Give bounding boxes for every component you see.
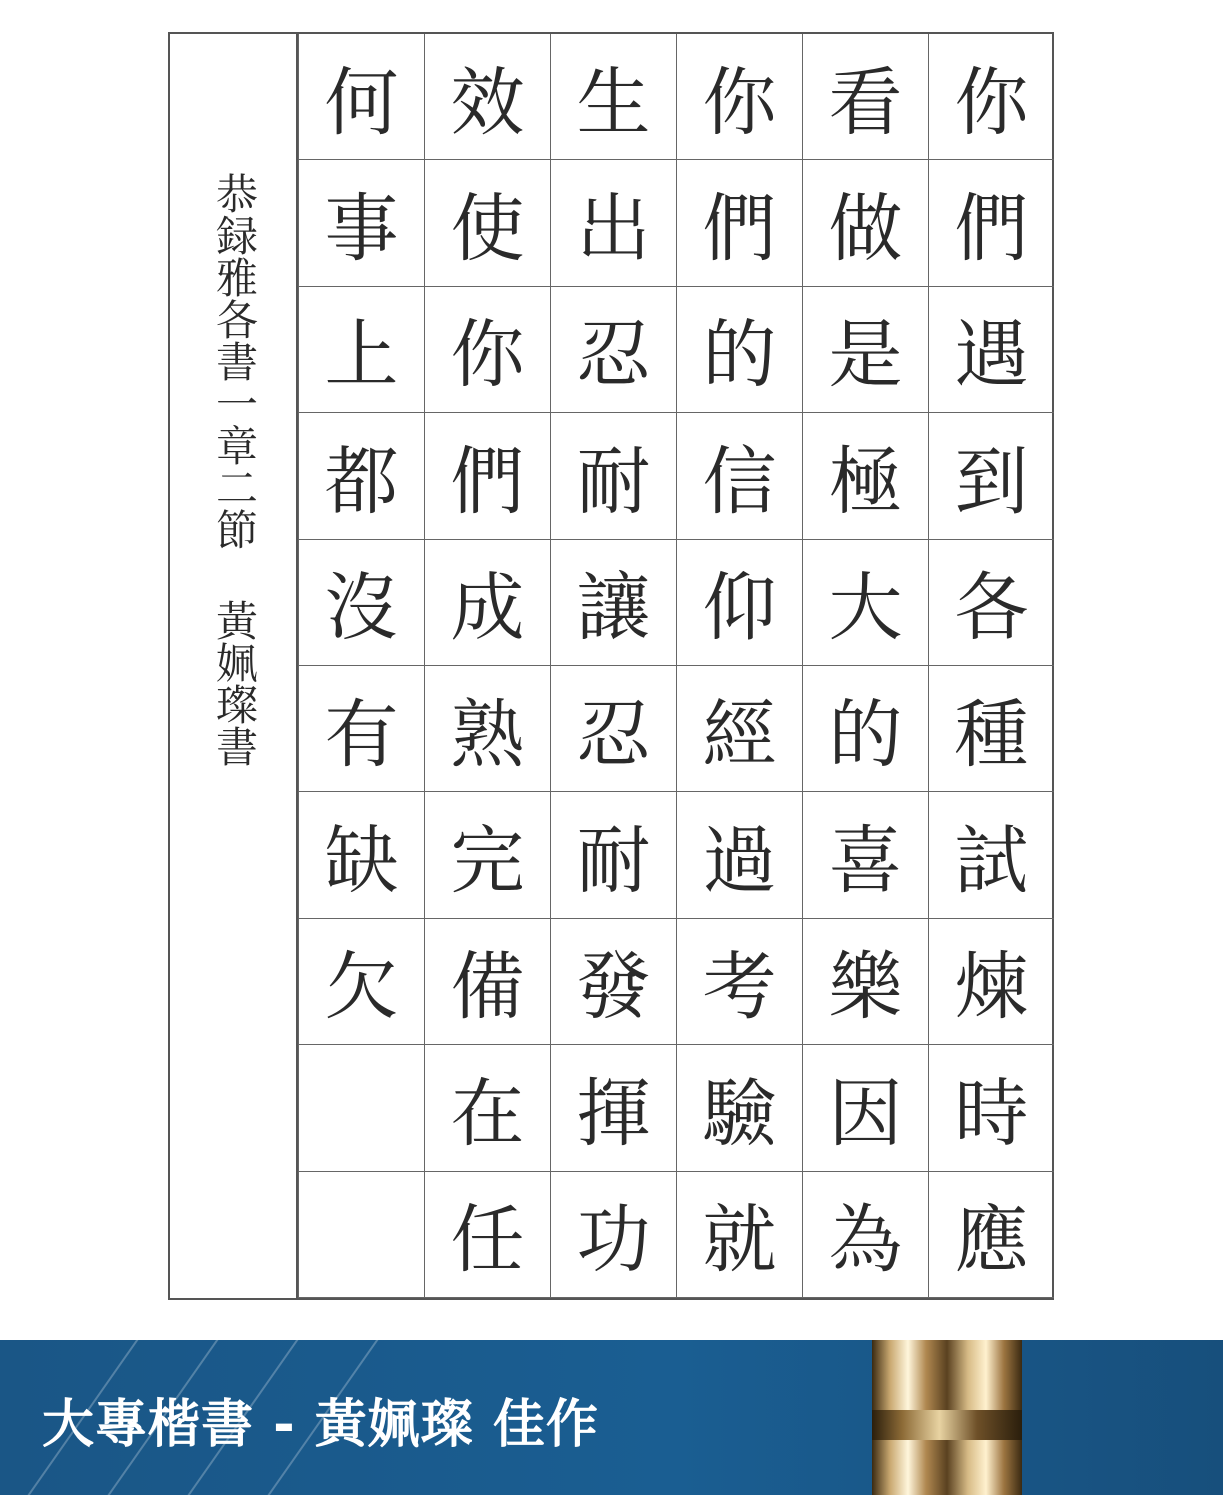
character-cell: 沒 — [298, 540, 424, 666]
character-cell: 們 — [928, 160, 1054, 286]
character-cell: 經 — [676, 666, 802, 792]
character-cell: 功 — [550, 1172, 676, 1298]
character-cell: 何 — [298, 34, 424, 160]
character-cell: 都 — [298, 413, 424, 539]
character-cell: 你 — [424, 287, 550, 413]
character-cell: 欠 — [298, 919, 424, 1045]
calligraphy-paper — [168, 32, 1054, 1300]
character-cell: 極 — [802, 413, 928, 539]
character-cell: 讓 — [550, 540, 676, 666]
banner-caption: 大專楷書 - 黃姵璨 佳作 — [42, 1395, 599, 1455]
character-cell: 你 — [928, 34, 1054, 160]
character-cell: 考 — [676, 919, 802, 1045]
character-cell: 過 — [676, 792, 802, 918]
signature-column — [170, 34, 298, 1298]
character-cell: 揮 — [550, 1045, 676, 1171]
character-cell: 上 — [298, 287, 424, 413]
character-cell: 有 — [298, 666, 424, 792]
character-cell: 完 — [424, 792, 550, 918]
character-cell: 各 — [928, 540, 1054, 666]
character-cell: 為 — [802, 1172, 928, 1298]
character-cell: 驗 — [676, 1045, 802, 1171]
character-cell: 看 — [802, 34, 928, 160]
character-cell: 耐 — [550, 792, 676, 918]
character-cell: 的 — [676, 287, 802, 413]
character-cell: 你 — [676, 34, 802, 160]
character-cell: 缺 — [298, 792, 424, 918]
caption-banner — [0, 1340, 1223, 1495]
character-cell: 熟 — [424, 666, 550, 792]
character-cell: 生 — [550, 34, 676, 160]
character-cell: 應 — [928, 1172, 1054, 1298]
character-cell: 任 — [424, 1172, 550, 1298]
character-cell: 因 — [802, 1045, 928, 1171]
character-cell: 的 — [802, 666, 928, 792]
character-cell: 出 — [550, 160, 676, 286]
signature-text: 恭録雅各書一章二節 黃姵璨書 — [210, 172, 259, 767]
character-cell: 發 — [550, 919, 676, 1045]
character-cell: 喜 — [802, 792, 928, 918]
character-cell: 就 — [676, 1172, 802, 1298]
character-cell: 們 — [424, 413, 550, 539]
character-cell: 種 — [928, 666, 1054, 792]
character-cell: 樂 — [802, 919, 928, 1045]
character-cell: 是 — [802, 287, 928, 413]
character-cell: 仰 — [676, 540, 802, 666]
character-cell — [298, 1172, 424, 1298]
character-cell: 在 — [424, 1045, 550, 1171]
character-cell: 到 — [928, 413, 1054, 539]
character-cell: 大 — [802, 540, 928, 666]
character-cell: 信 — [676, 413, 802, 539]
character-cell: 們 — [676, 160, 802, 286]
character-cell: 使 — [424, 160, 550, 286]
character-cell: 煉 — [928, 919, 1054, 1045]
character-cell: 遇 — [928, 287, 1054, 413]
character-cell: 時 — [928, 1045, 1054, 1171]
character-grid — [298, 34, 1052, 1298]
character-cell: 忍 — [550, 287, 676, 413]
pen-band-icon — [872, 1410, 1022, 1440]
character-cell: 做 — [802, 160, 928, 286]
character-cell: 事 — [298, 160, 424, 286]
character-cell: 試 — [928, 792, 1054, 918]
character-cell — [298, 1045, 424, 1171]
character-cell: 備 — [424, 919, 550, 1045]
character-cell: 忍 — [550, 666, 676, 792]
character-cell: 成 — [424, 540, 550, 666]
character-cell: 耐 — [550, 413, 676, 539]
character-cell: 效 — [424, 34, 550, 160]
